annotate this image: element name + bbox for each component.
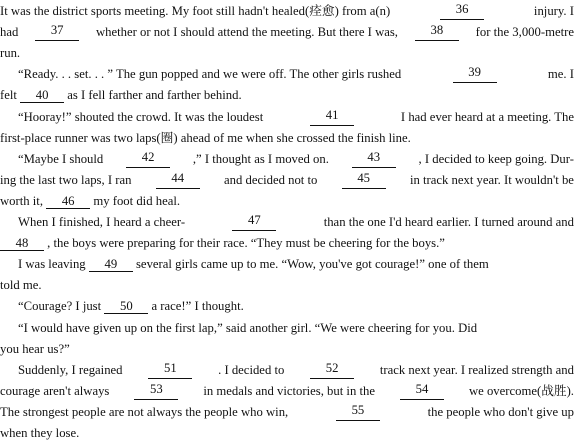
passage-line [0, 341, 580, 358]
passage-text: for the 3,000-metre [475, 25, 574, 39]
passage-text: we overcome(战胜). [468, 384, 574, 398]
passage-text: as I fell farther and farther behind. [64, 88, 242, 102]
answer-blank-55[interactable]: 55 [336, 404, 380, 421]
passage-text: my foot did heal. [90, 194, 181, 208]
passage-line [0, 130, 580, 147]
passage-line [0, 87, 580, 104]
passage-line [0, 172, 574, 189]
passage-text: “Hooray!” shouted the crowd. It was the loudest [18, 110, 264, 124]
answer-blank-54[interactable]: 54 [400, 383, 444, 400]
passage-text: worth it, [0, 194, 47, 208]
passage-line [0, 151, 574, 168]
passage-line [0, 214, 574, 231]
passage-text: injury. I [533, 4, 574, 18]
passage-text: you hear us?” [0, 342, 70, 356]
answer-blank-46[interactable]: 46 [46, 195, 90, 209]
passage-text: first-place runner was two laps(圈) ahead of me when she crossed the finish line. [0, 131, 411, 145]
passage-line [0, 24, 574, 41]
passage-text: in track next year. It wouldn't be [409, 173, 574, 187]
passage-line [0, 45, 580, 62]
answer-blank-36[interactable]: 36 [440, 3, 484, 20]
answer-blank-49[interactable]: 49 [89, 258, 133, 272]
passage-text: The strongest people are not always the people who win, [0, 405, 289, 419]
passage-text: “Courage? I just [18, 299, 105, 313]
passage-line [0, 362, 574, 379]
passage-text: the people who don't give up [427, 405, 574, 419]
passage-line [0, 109, 574, 126]
passage-text: run. [0, 46, 21, 60]
passage-text: When I finished, I heard a cheer- [18, 215, 186, 229]
passage-text: . I decided to [218, 363, 285, 377]
answer-blank-41[interactable]: 41 [310, 109, 354, 126]
passage-text: told me. [0, 278, 42, 292]
passage-text: Suddenly, I regained [18, 363, 123, 377]
passage-text: and decided not to [224, 173, 318, 187]
answer-blank-45[interactable]: 45 [342, 172, 386, 189]
passage-text: a race!” I thought. [148, 299, 244, 313]
answer-blank-51[interactable]: 51 [148, 362, 192, 379]
passage-text: “Maybe I should [18, 152, 104, 166]
answer-blank-40[interactable]: 40 [20, 89, 64, 103]
answer-blank-38[interactable]: 38 [415, 24, 459, 41]
passage-text: courage aren't always [0, 384, 110, 398]
passage-text: had [0, 25, 19, 39]
passage-text: , I decided to keep going. Dur- [418, 152, 574, 166]
passage-text: It was the district sports meeting. My foot still hadn't healed(痊愈) from a(n) [0, 4, 391, 18]
passage-line [0, 3, 574, 20]
passage-line [0, 298, 580, 315]
passage-line [0, 320, 574, 337]
passage-text: track next year. I realized strength and [379, 363, 574, 377]
passage-line [0, 235, 580, 252]
passage-line [0, 425, 580, 442]
passage-text: ,” I thought as I moved on. [192, 152, 329, 166]
answer-blank-44[interactable]: 44 [156, 172, 200, 189]
passage-text: ing the last two laps, I ran [0, 173, 132, 187]
answer-blank-53[interactable]: 53 [134, 383, 178, 400]
passage-line [0, 66, 574, 83]
answer-blank-52[interactable]: 52 [310, 362, 354, 379]
passage-text: several girls came up to me. “Wow, you've got courage!” one of them [132, 257, 489, 271]
passage-line [0, 193, 580, 210]
answer-blank-43[interactable]: 43 [352, 151, 396, 168]
passage-text: whether or not I should attend the meeting. But there I was, [96, 25, 398, 39]
answer-blank-37[interactable]: 37 [35, 24, 79, 41]
answer-blank-47[interactable]: 47 [232, 214, 276, 231]
passage-text: me. I [547, 67, 574, 81]
passage-line [0, 404, 574, 421]
passage-text: I was leaving [18, 257, 89, 271]
answer-blank-42[interactable]: 42 [126, 151, 170, 168]
answer-blank-39[interactable]: 39 [453, 66, 497, 83]
passage-line [0, 383, 574, 400]
answer-blank-48[interactable]: 48 [0, 237, 44, 251]
passage-text: , the boys were preparing for their race. “They must be cheering for the boys.” [44, 236, 445, 250]
passage-line [0, 277, 580, 294]
passage-text: “I would have given up on the first lap,” said another girl. “We were cheering for you. Did [18, 321, 478, 335]
passage-text: than the one I'd heard earlier. I turned around and [323, 215, 574, 229]
passage-text: “Ready. . . set. . . ” The gun popped and we were off. The other girls rushed [18, 67, 402, 81]
passage-line [0, 256, 580, 273]
passage-text: in medals and victories, but in the [203, 384, 375, 398]
passage-text: when they lose. [0, 426, 80, 440]
passage-text: I had ever heard at a meeting. The [400, 110, 574, 124]
passage-text: felt [0, 88, 21, 102]
answer-blank-50[interactable]: 50 [104, 300, 148, 314]
